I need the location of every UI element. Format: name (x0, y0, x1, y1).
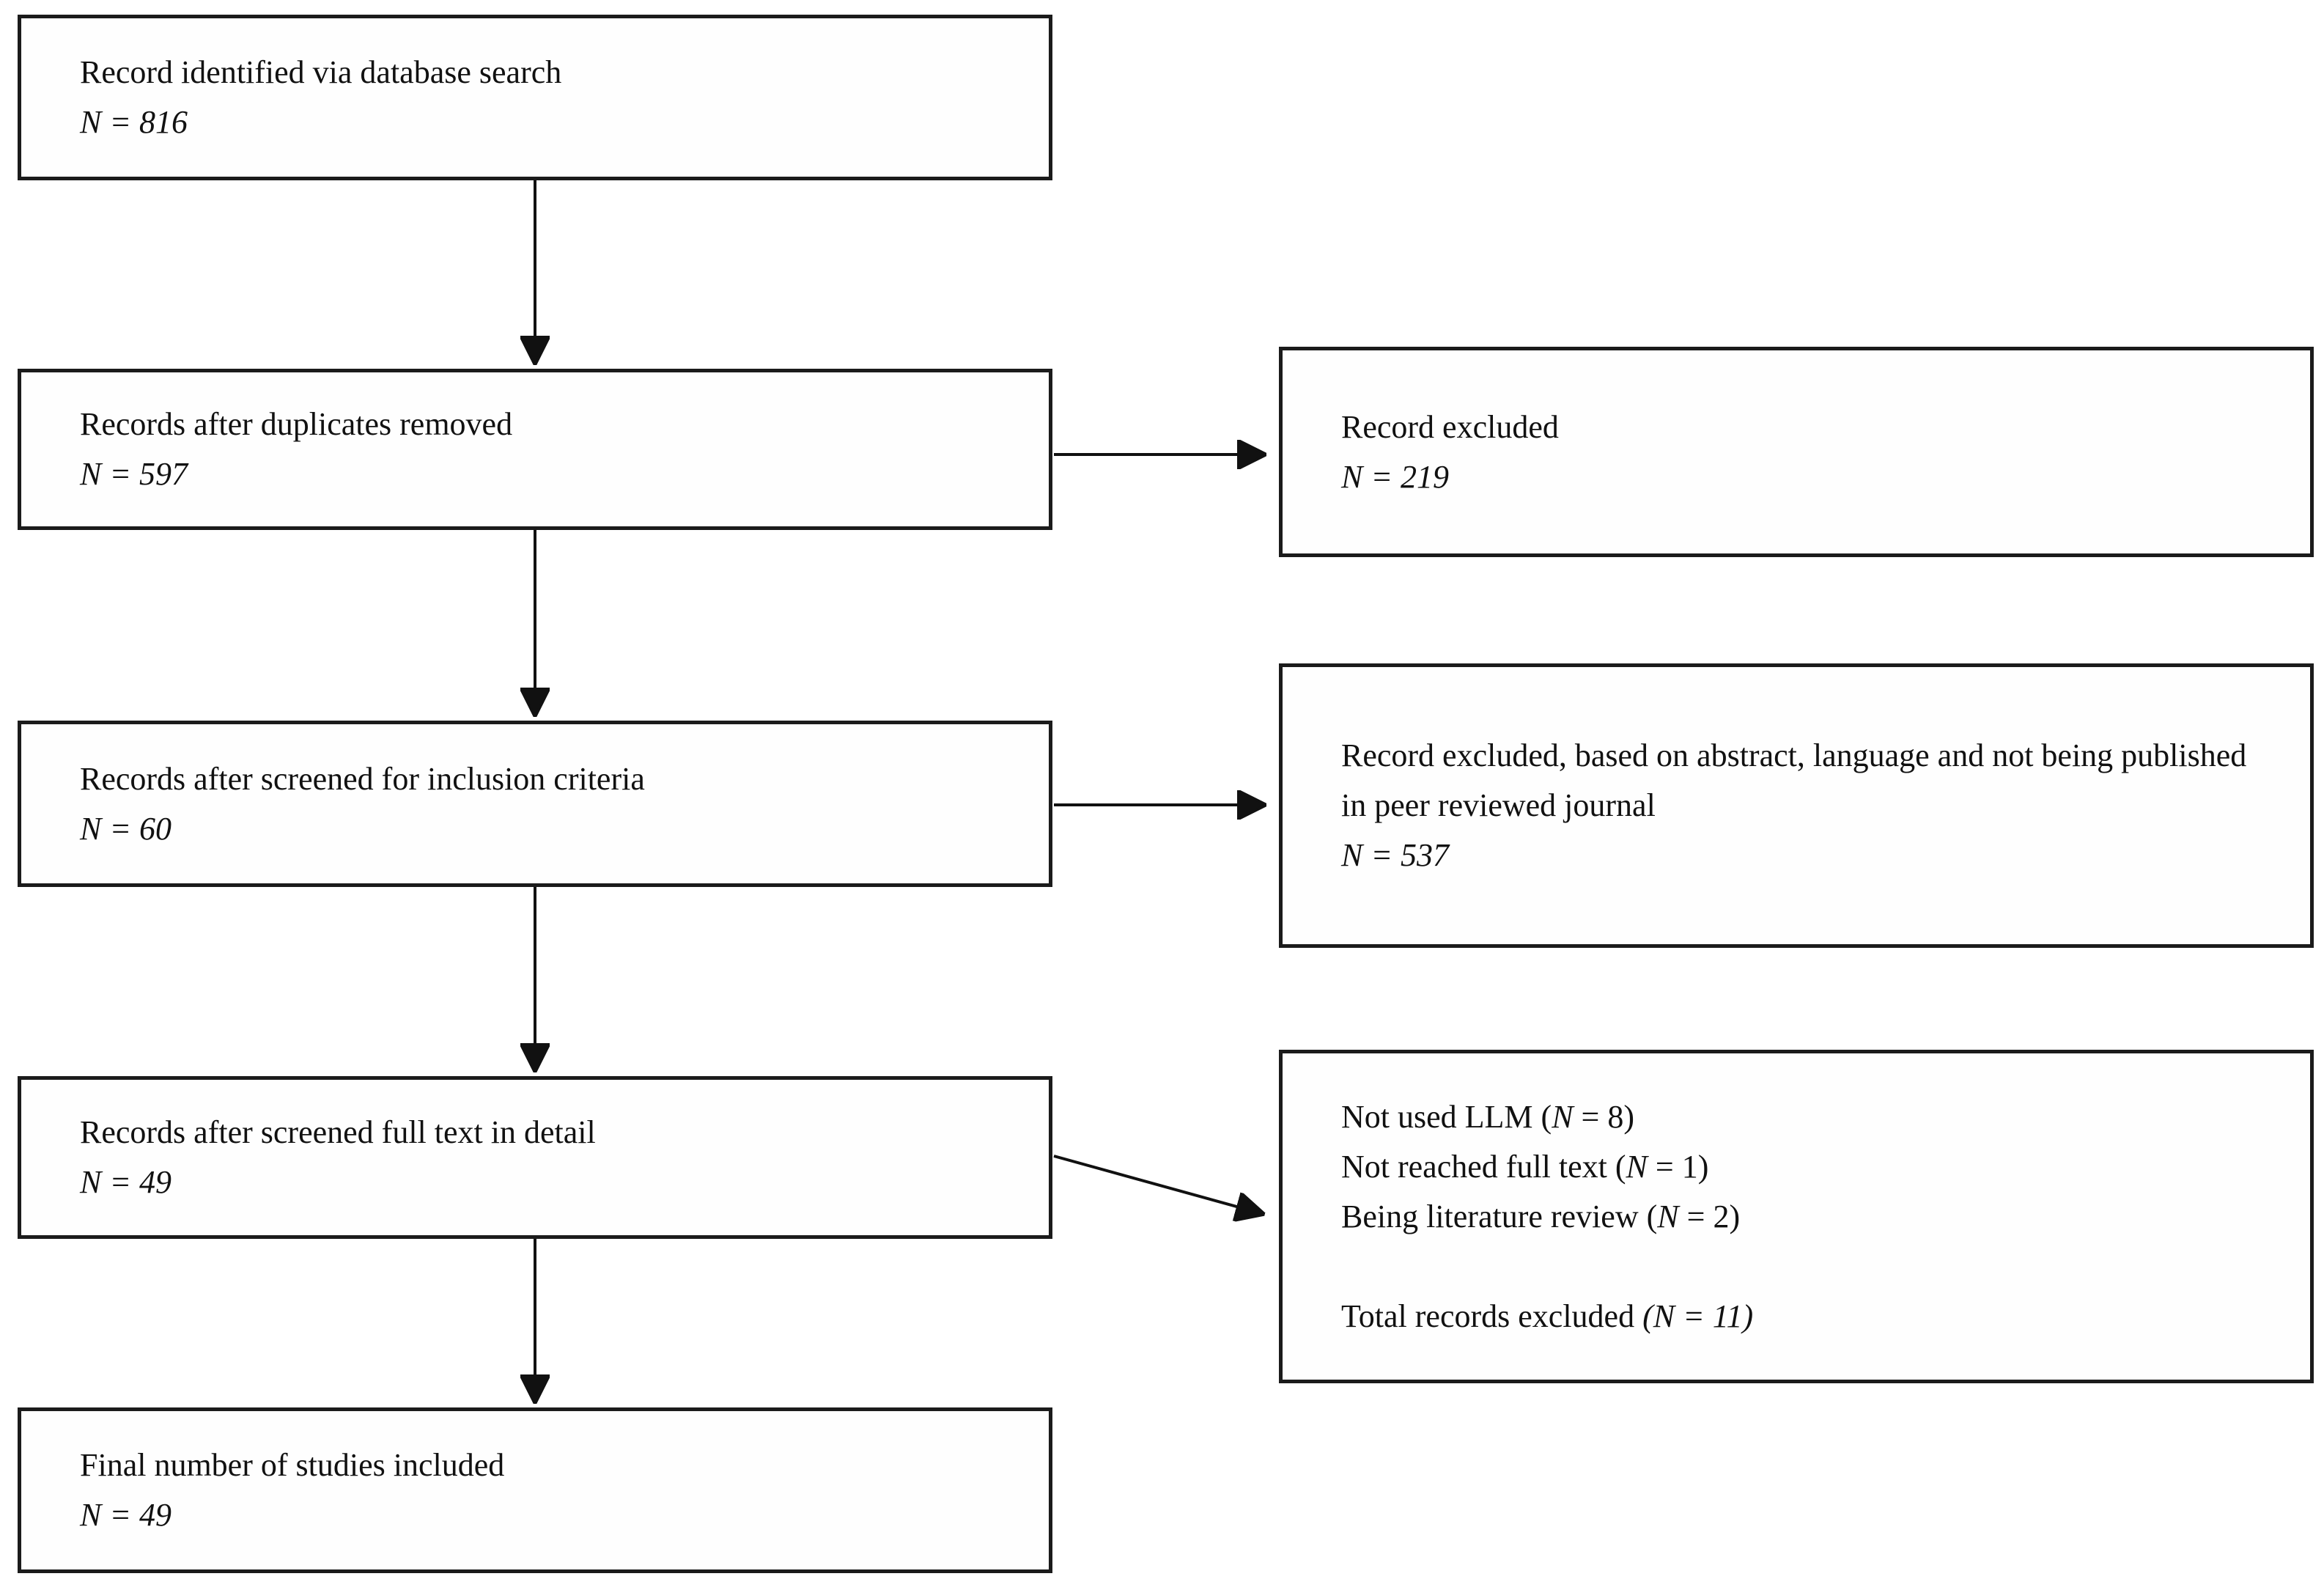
box-count: N = 60 (80, 810, 172, 847)
reason-value: = 2) (1678, 1198, 1741, 1234)
box-count: N = 219 (1341, 458, 1450, 495)
reason-text: Being literature review ( (1341, 1198, 1658, 1234)
box-count: N = 537 (1341, 837, 1450, 873)
total-count: (N = 11) (1642, 1298, 1754, 1334)
box-label: Record excluded, based on abstract, language and not being published in peer reviewed journal (1341, 737, 2247, 823)
box-label: Record excluded (1341, 408, 1559, 445)
reason-n-symbol: N (1657, 1198, 1679, 1234)
box-label: Record identified via database search (80, 54, 562, 90)
exclusion-total (1341, 1292, 2251, 1341)
box-records-identified (18, 15, 1052, 180)
reason-text: Not used LLM ( (1341, 1098, 1552, 1135)
exclusion-reason (1341, 1092, 2251, 1142)
reason-value: = 8) (1573, 1098, 1635, 1135)
box-label: Records after screened full text in detail (80, 1114, 596, 1150)
box-final-included (18, 1407, 1052, 1573)
box-count: N = 49 (80, 1497, 172, 1533)
box-excluded-after-dedup (1279, 347, 2314, 557)
exclusion-reason (1341, 1192, 2251, 1242)
total-text: Total records excluded (1341, 1298, 1643, 1334)
spacer-line (1341, 1242, 2251, 1292)
box-count: N = 816 (80, 104, 188, 140)
box-count: N = 49 (80, 1164, 172, 1200)
reason-n-symbol: N (1626, 1148, 1648, 1185)
exclusion-reason (1341, 1142, 2251, 1192)
box-count: N = 597 (80, 456, 188, 492)
reason-value: = 1) (1647, 1148, 1709, 1185)
box-label: Records after duplicates removed (80, 406, 513, 442)
box-label: Records after screened for inclusion criteria (80, 760, 645, 797)
reason-text: Not reached full text ( (1341, 1148, 1626, 1185)
reason-n-symbol: N (1552, 1098, 1574, 1135)
box-excluded-after-inclusion (1279, 663, 2314, 948)
box-label: Final number of studies included (80, 1447, 505, 1483)
box-excluded-after-fulltext (1279, 1050, 2314, 1383)
arrow-fulltext-to-excluded (1054, 1156, 1261, 1213)
box-fulltext-screened (18, 1076, 1052, 1239)
box-duplicates-removed (18, 369, 1052, 530)
box-inclusion-screened (18, 721, 1052, 887)
